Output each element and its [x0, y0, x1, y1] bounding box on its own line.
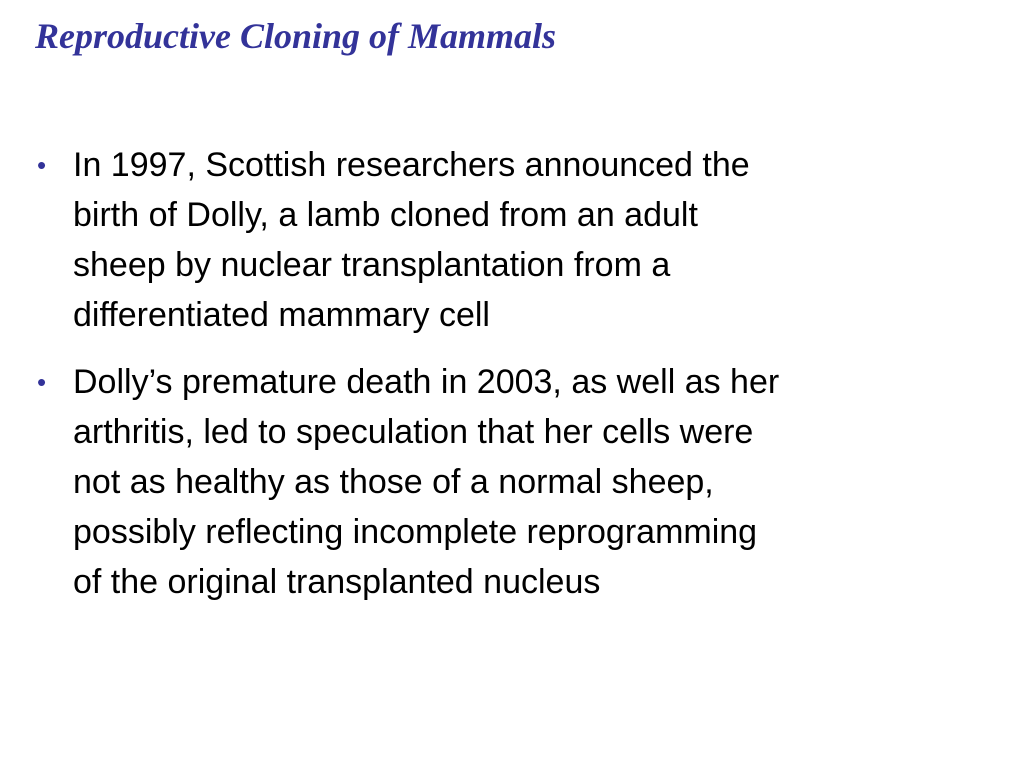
bullet-line: Dolly’s premature death in 2003, as well as her — [73, 363, 780, 401]
bullet-line: not as healthy as those of a normal sheep, — [73, 463, 714, 501]
bullet-line: In 1997, Scottish researchers announced the — [73, 146, 750, 184]
bullet-line: possibly reflecting incomplete reprogramming — [73, 513, 758, 551]
bullet-list — [0, 140, 1000, 624]
slide-title: Reproductive Cloning of Mammals — [35, 16, 557, 56]
bullet-line: sheep by nuclear transplantation from a — [73, 246, 671, 284]
bullet-line: of the original transplanted nucleus — [73, 563, 601, 601]
bullet-line: arthritis, led to speculation that her cells were — [73, 413, 754, 451]
bullet-line: birth of Dolly, a lamb cloned from an adult — [73, 196, 698, 234]
bullet-item-dolly-death — [0, 357, 973, 607]
bullet-line: differentiated mammary cell — [73, 296, 490, 334]
bullet-point-icon: • — [37, 367, 47, 397]
bullet-item-1997-dolly-birth — [0, 140, 973, 340]
bullet-point-icon: • — [37, 150, 47, 180]
